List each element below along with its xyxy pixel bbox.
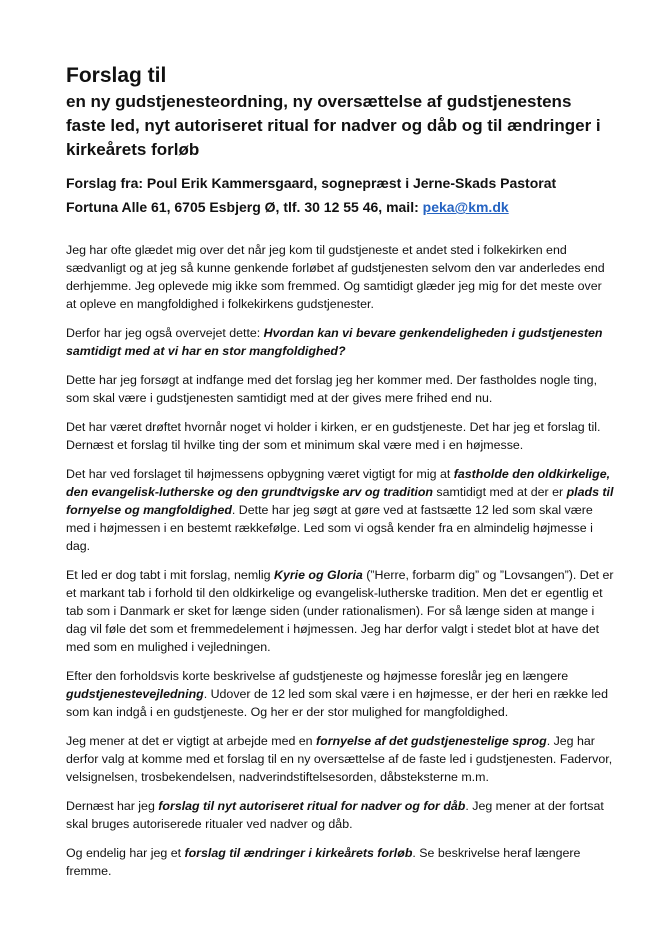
emphasis-text: fornyelse af det gudstjenestelige sprog bbox=[316, 734, 547, 748]
emphasis-text: Kyrie og Gloria bbox=[274, 568, 363, 582]
author-line: Forslag fra: Poul Erik Kammersgaard, sognepræst i Jerne-Skads Pastorat bbox=[66, 175, 557, 191]
emphasis-text: forslag til ændringer i kirkeårets forløb bbox=[184, 846, 413, 860]
paragraph bbox=[66, 797, 614, 833]
paragraph-text: . Se beskrivelse heraf længere fremme. bbox=[66, 846, 581, 878]
document-subtitle: en ny gudstjenesteordning, ny oversættelse af gudstjenestens faste led, nyt autoriseret ritual for nadver og dåb og til ændringer i kirkeårets forløb bbox=[66, 92, 601, 159]
address-line bbox=[66, 195, 614, 219]
document-title: Forslag til bbox=[66, 64, 167, 87]
emphasis-text: fastholde den oldkirkelige, den evangelisk-lutherske og den grundtvigske arv og tradition bbox=[66, 467, 611, 499]
document-page bbox=[66, 64, 614, 891]
paragraph-text: . Dette har jeg søgt at gøre ved at fastsætte 12 led som skal være med i højmessen i en bestemt rækkefølge. Led som vi også kender fra en almindelig højmesse i dag. bbox=[66, 503, 593, 553]
paragraph-text: . Udover de 12 led som skal være i en højmesse, er der heri en række led som kan indgå i en gudstjeneste. Og her er der stor mulighed for mangfoldighed. bbox=[66, 687, 608, 719]
paragraph-text: Det har ved forslaget til højmessens opbygning været vigtigt for mig at bbox=[66, 467, 454, 481]
paragraph-text: Jeg mener at det er vigtigt at arbejde med en bbox=[66, 734, 317, 748]
emphasis-text: forslag til nyt autoriseret ritual for nadver og for dåb bbox=[158, 799, 466, 813]
paragraph: Dette har jeg forsøgt at indfange med det forslag jeg her kommer med. Der fastholdes nogle ting, som skal være i gudstjenesten samtidigt med at der gives mere frihed end nu. bbox=[66, 373, 598, 405]
paragraph-text: . Jeg har derfor valg at komme med et forslag til en ny oversættelse af de faste led i gudstjenesten. Fadervor, velsignelsen, trosbekendelsen, nadverindstiftelsesorden, dåbsteksterne m.m. bbox=[66, 734, 613, 784]
address-text: Fortuna Alle 61, 6705 Esbjerg Ø, tlf. 30 12 55 46, mail: bbox=[66, 199, 423, 215]
document-body bbox=[66, 241, 614, 880]
emphasis-text: plads til fornyelse og mangfoldighed bbox=[66, 485, 614, 517]
paragraph-text: samtidigt med at der er bbox=[432, 485, 567, 499]
paragraph bbox=[66, 465, 614, 555]
paragraph-text: Og endelig har jeg et bbox=[66, 846, 185, 860]
paragraph-text: Derfor har jeg også overvejet dette: bbox=[66, 326, 264, 340]
paragraph bbox=[66, 732, 614, 786]
paragraph: Jeg har ofte glædet mig over det når jeg kom til gudstjeneste et andet sted i folkekirken end sædvanligt og at jeg så kunne genkende forløbet af gudstjenesten selvom den var anderledes end derhjemme. Jeg oplevede mig ikke som fremmed. Og samtidigt glæder jeg mig for det meste over at opleve en mangfoldighed i folkekirkens gudstjenester. bbox=[66, 243, 605, 311]
author-block bbox=[66, 171, 614, 219]
paragraph-text: (”Herre, forbarm dig” og ”Lovsangen”). Det er et markant tab i forhold til den oldkirkelige og evangelisk-lutherske tradition. Men det er egentlig et tab som i Danmark er sket for længe siden (under rationalismen). For så længe siden at mange i dag vil føle det som et fremmedelement i højmessen. Jeg har derfor valgt i stedet blot at have det med som en mulighed i vejledningen. bbox=[66, 568, 614, 654]
paragraph-text: Dernæst har jeg bbox=[66, 799, 159, 813]
paragraph bbox=[66, 844, 614, 880]
paragraph: Det har været drøftet hvornår noget vi holder i kirken, er en gudstjeneste. Det har jeg et forslag til. Dernæst et forslag til hvilke ting der som et minimum skal være med i en højmesse. bbox=[66, 420, 601, 452]
paragraph bbox=[66, 566, 614, 656]
emphasis-text: gudstjenestevejledning bbox=[66, 687, 204, 701]
paragraph-text: Et led er dog tabt i mit forslag, nemlig bbox=[66, 568, 274, 582]
paragraph bbox=[66, 324, 614, 360]
email-link[interactable]: peka@km.dk bbox=[422, 199, 509, 215]
emphasis-question: Hvordan kan vi bevare genkendeligheden i gudstjenesten samtidigt med at vi har en stor mangfoldighed? bbox=[66, 326, 603, 358]
paragraph-text: Efter den forholdsvis korte beskrivelse af gudstjeneste og højmesse foreslår jeg en længere bbox=[66, 669, 569, 683]
paragraph-text: . Jeg mener at der fortsat skal bruges autoriserede ritualer ved nadver og dåb. bbox=[66, 799, 604, 831]
paragraph bbox=[66, 667, 614, 721]
